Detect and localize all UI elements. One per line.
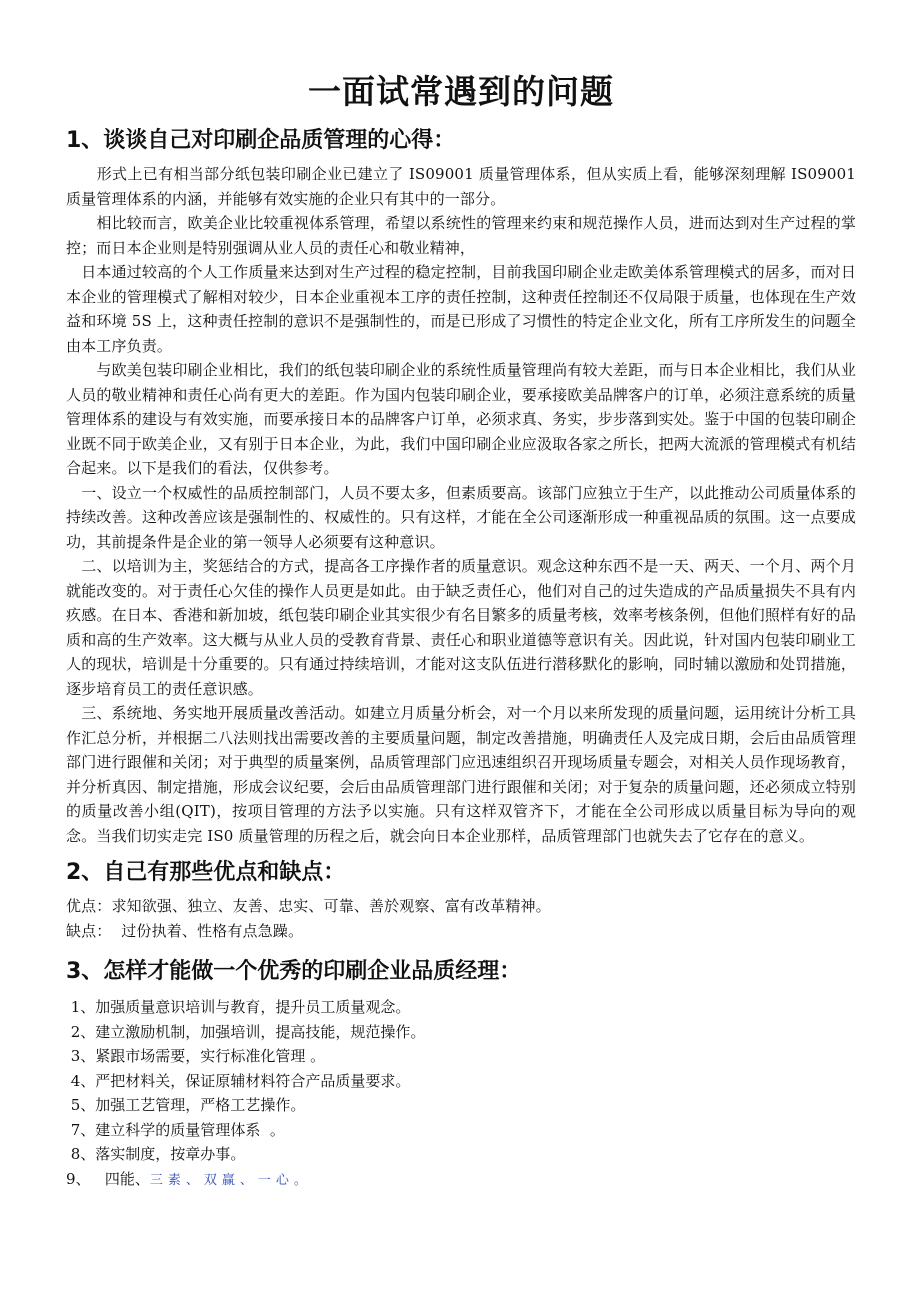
list-item-last: [66, 1167, 856, 1194]
section-1-paragraph: 二、以培训为主，奖惩结合的方式，提高各工序操作者的质量意识。观念这种东西不是一天、两天、一个月、两个月就能改变的。对于责任心欠佳的操作人员更是如此。由于缺乏责任心，他们对自己的过失造成的产品质量损失不具有内疚感。在日本、香港和新加坡，纸包装印刷企业其实很少有名目繁多的质量考核，效率考核条例，但他们照样有好的品质和高的生产效率。这大概与从业人员的受教育背景、责任心和职业道德等意识有关。因此说，针对国内包装印刷业工人的现状，培训是十分重要的。只有通过持续培训，才能对这支队伍进行潜移默化的影响，同时辅以激励和处罚措施，逐步培育员工的责任意识感。: [66, 557, 856, 698]
list-item: 8、落实制度，按章办事。: [66, 1145, 246, 1163]
weaknesses-line: 缺点： 过份执着、性格有点急躁。: [66, 921, 304, 940]
list-item: 7、建立科学的质量管理体系 。: [66, 1120, 285, 1139]
section-1-paragraph: 形式上已有相当部分纸包装印刷企业已建立了 IS09001 质量管理体系，但从实质上看，能够深刻理解 IS09001 质量管理体系的内涵，并能够有效实施的企业只有其中的一部分。: [66, 165, 856, 208]
list-item: 5、加强工艺管理，严格工艺操作。: [66, 1096, 306, 1114]
strengths-line: 优点：求知欲强、独立、友善、忠实、可靠、善於观察、富有改革精神。: [66, 897, 551, 915]
section-1-paragraph: 一、设立一个权威性的品质控制部门，人员不要太多，但素质要高。该部门应独立于生产，以此推动公司质量体系的持续改善。这种改善应该是强制性的、权威性的。只有这样，才能在全公司逐渐形成一种重视品质的氛围。这一点要成功，其前提条件是企业的第一领导人必须要有这种意识。: [66, 483, 856, 551]
section-1-paragraph: 日本通过较高的个人工作质量来达到对生产过程的稳定控制，目前我国印刷企业走欧美体系管理模式的居多，而对日本企业的管理模式了解相对较少，日本企业重视本工序的责任控制，这种责任控制还不仅局限于质量，也体现在生产效益和环境 5S 上，这种责任控制的意识不是强制性的，而是已形成了习惯性的特定企业文化，所有工序所发生的问题全由本工序负责。: [66, 263, 856, 355]
page-title: 一面试常遇到的问题: [308, 72, 614, 111]
list-item: 2、建立激励机制，加强培训，提高技能，规范操作。: [66, 1022, 426, 1041]
document-page: [66, 66, 856, 1193]
list-item: 1、加强质量意识培训与教育，提升员工质量观念。: [66, 998, 411, 1016]
list-item-last-prefix: 9、 四能、: [66, 1169, 150, 1188]
list-item: 3、紧跟市场需要，实行标准化管理 。: [66, 1047, 326, 1065]
section-3-heading: 3、怎样才能做一个优秀的印刷企业品质经理：: [66, 959, 522, 984]
section-1-paragraph: 三、系统地、务实地开展质量改善活动。如建立月质量分析会，对一个月以来所发现的质量问题，运用统计分析工具作汇总分析，并根据二八法则找出需要改善的主要质量问题，制定改善措施，明确责任人及完成日期，会后由品质管理部门进行跟催和关闭；对于典型的质量案例，品质管理部门应迅速组织召开现场质量专题会，对相关人员作现场教育，并分析真因、制定措施，形成会议纪要，会后由品质管理部门进行跟催和关闭；对于复杂的质量问题，还必须成立特别的质量改善小组(QIT)，按项目管理的方法予以实施。只有这样双管齐下，才能在全公司形成以质量目标为导向的观念。当我们切实走完 IS0 质量管理的历程之后，就会向日本企业那样，品质管理部门也就失去了它存在的意义。: [66, 704, 856, 845]
section-2-heading: 2、自己有那些优点和缺点：: [66, 860, 346, 885]
section-1-paragraph: 与欧美包装印刷企业相比，我们的纸包装印刷企业的系统性质量管理尚有较大差距，而与日本企业相比，我们从业人员的敬业精神和责任心尚有更大的差距。作为国内包装印刷企业，要承接欧美品牌客户的订单，必须注意系统的质量管理体系的建设与有效实施，而要承接日本的品牌客户订单，必须求真、务实，步步落到实处。鉴于中国的包装印刷企业既不同于欧美企业，又有别于日本企业，为此，我们中国印刷企业应汲取各家之所长，把两大流派的管理模式有机结合起来。以下是我们的看法，仅供参考。: [66, 361, 856, 477]
quality-manager-list: [66, 995, 856, 1193]
section-1-paragraph: 相比较而言，欧美企业比较重视体系管理，希望以系统性的管理来约束和规范操作人员，进而达到对生产过程的掌控；而日本企业则是特别强调从业人员的责任心和敬业精神，: [66, 214, 856, 257]
list-item-last-blue-text: 三素、双赢、一心。: [149, 1172, 312, 1188]
section-1-heading: 1、谈谈自己对印刷企品质管理的心得：: [66, 128, 456, 153]
list-item: 4、严把材料关，保证原辅材料符合产品质量要求。: [66, 1071, 411, 1090]
